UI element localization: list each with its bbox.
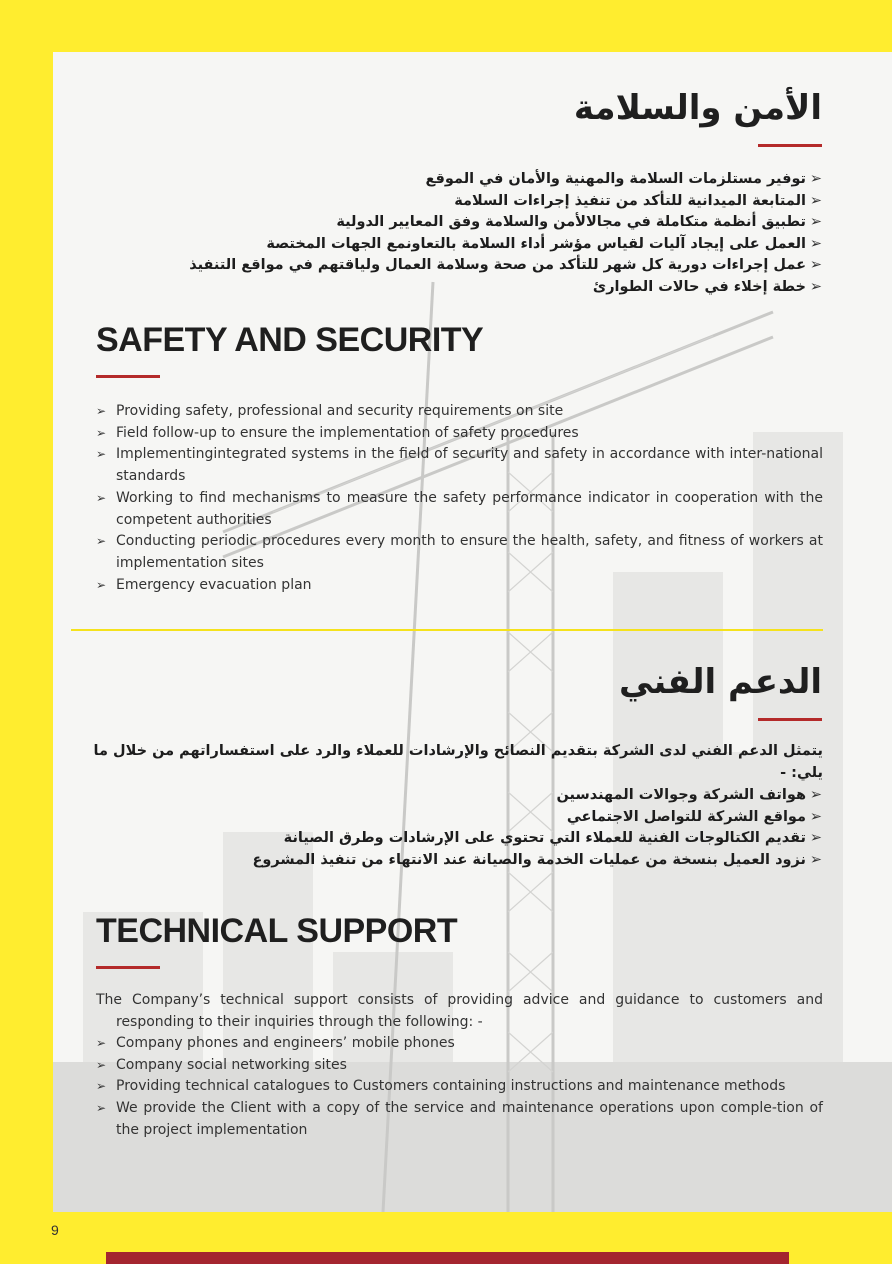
arrow-bullet-icon: ➢ — [96, 577, 107, 592]
list-item: ➢توفير مستلزمات السلامة والمهنية والأمان في الموقع — [189, 169, 822, 191]
list-item: ➢تطبيق أنظمة متكاملة في مجالالأمن والسلامة وفق المعايير الدولية — [189, 212, 822, 234]
arabic-safety-list — [189, 169, 822, 299]
arrow-bullet-icon: ➢ — [809, 214, 822, 231]
page-number: 9 — [51, 1222, 59, 1238]
arrow-bullet-icon: ➢ — [96, 490, 107, 505]
arrow-bullet-icon: ➢ — [96, 1057, 107, 1072]
arrow-bullet-icon: ➢ — [96, 534, 107, 549]
arabic-safety-title-underline — [758, 144, 822, 147]
arrow-bullet-icon: ➢ — [96, 425, 107, 440]
list-item: ➢ Company social networking sites — [96, 1055, 823, 1077]
list-item: ➢عمل إجراءات دورية كل شهر للتأكد من صحة وسلامة العمال ولياقتهم في مواقع التنفيذ — [189, 255, 822, 277]
arabic-support-title-underline — [758, 718, 822, 721]
list-item: ➢ Implementingintegrated systems in the field of security and safety in accordance with inter-national standards — [96, 446, 823, 485]
arrow-bullet-icon: ➢ — [809, 787, 822, 803]
arrow-bullet-icon: ➢ — [96, 447, 107, 462]
english-safety-title-underline — [96, 375, 160, 378]
list-item: ➢مواقع الشركة للتواصل الاجتماعي — [252, 807, 822, 829]
arabic-support-list — [252, 785, 822, 871]
english-support-list — [96, 1033, 823, 1142]
arabic-safety-title: الأمن والسلامة — [573, 88, 822, 128]
arabic-support-intro: يتمثل الدعم الفني لدى الشركة بتقديم النصائح والإرشادات للعملاء والرد على استفساراتهم من خلال ما يلي: - — [93, 743, 823, 781]
list-item: ➢ Providing safety, professional and security requirements on site — [96, 401, 823, 423]
english-support-title: TECHNICAL SUPPORT — [96, 912, 458, 950]
arrow-bullet-icon: ➢ — [96, 1036, 107, 1050]
list-item: ➢ Emergency evacuation plan — [96, 575, 823, 597]
content-panel — [53, 52, 892, 1212]
list-item: ➢ Providing technical catalogues to Customers containing instructions and maintenance methods — [96, 1076, 823, 1098]
list-item: ➢نزود العميل بنسخة من عمليات الخدمة والصيانة عند الانتهاء من تنفيذ المشروع — [252, 850, 822, 872]
arrow-bullet-icon: ➢ — [809, 192, 822, 209]
list-item: ➢ We provide the Client with a copy of the service and maintenance operations upon comple-tion of the project implementation — [96, 1100, 823, 1138]
list-item: ➢هواتف الشركة وجوالات المهندسين — [252, 785, 822, 807]
arabic-support-title: الدعم الفني — [619, 662, 822, 702]
english-safety-list — [96, 401, 823, 596]
list-item: ➢العمل على إيجاد آليات لقياس مؤشر أداء السلامة بالتعاونمع الجهات المختصة — [189, 234, 822, 256]
english-safety-title: SAFETY AND SECURITY — [96, 321, 484, 359]
list-item: ➢ Conducting periodic procedures every month to ensure the health, safety, and fitness of workers at implementation sites — [96, 533, 823, 571]
arrow-bullet-icon: ➢ — [96, 1101, 107, 1116]
bottom-accent-bar — [106, 1252, 789, 1264]
arrow-bullet-icon: ➢ — [809, 257, 822, 274]
list-item: ➢ Field follow-up to ensure the implementation of safety procedures — [96, 423, 823, 445]
arrow-bullet-icon: ➢ — [809, 830, 822, 847]
arrow-bullet-icon: ➢ — [96, 1079, 107, 1094]
section-divider — [71, 629, 823, 631]
arrow-bullet-icon: ➢ — [809, 851, 822, 868]
arrow-bullet-icon: ➢ — [809, 235, 822, 252]
list-item: ➢ Company phones and engineers’ mobile phones — [96, 1033, 823, 1055]
arrow-bullet-icon: ➢ — [809, 278, 822, 295]
list-item: ➢تقديم الكتالوجات الفنية للعملاء التي تحتوي على الإرشادات وطرق الصيانة — [252, 828, 822, 850]
list-item: ➢خطة إخلاء في حالات الطوارئ — [189, 277, 822, 299]
list-item: ➢المتابعة الميدانية للتأكد من تنفيذ إجراءات السلامة — [189, 191, 822, 213]
english-support-title-underline — [96, 966, 160, 969]
english-support-intro: The Company’s technical support consists of providing advice and guidance to customers and responding to their inquiries through the following: - — [96, 992, 823, 1030]
list-item: ➢ Working to find mechanisms to measure the safety performance indicator in cooperation with the competent authorities — [96, 489, 823, 528]
arrow-bullet-icon: ➢ — [809, 808, 822, 825]
arrow-bullet-icon: ➢ — [809, 171, 822, 187]
arrow-bullet-icon: ➢ — [96, 404, 107, 418]
